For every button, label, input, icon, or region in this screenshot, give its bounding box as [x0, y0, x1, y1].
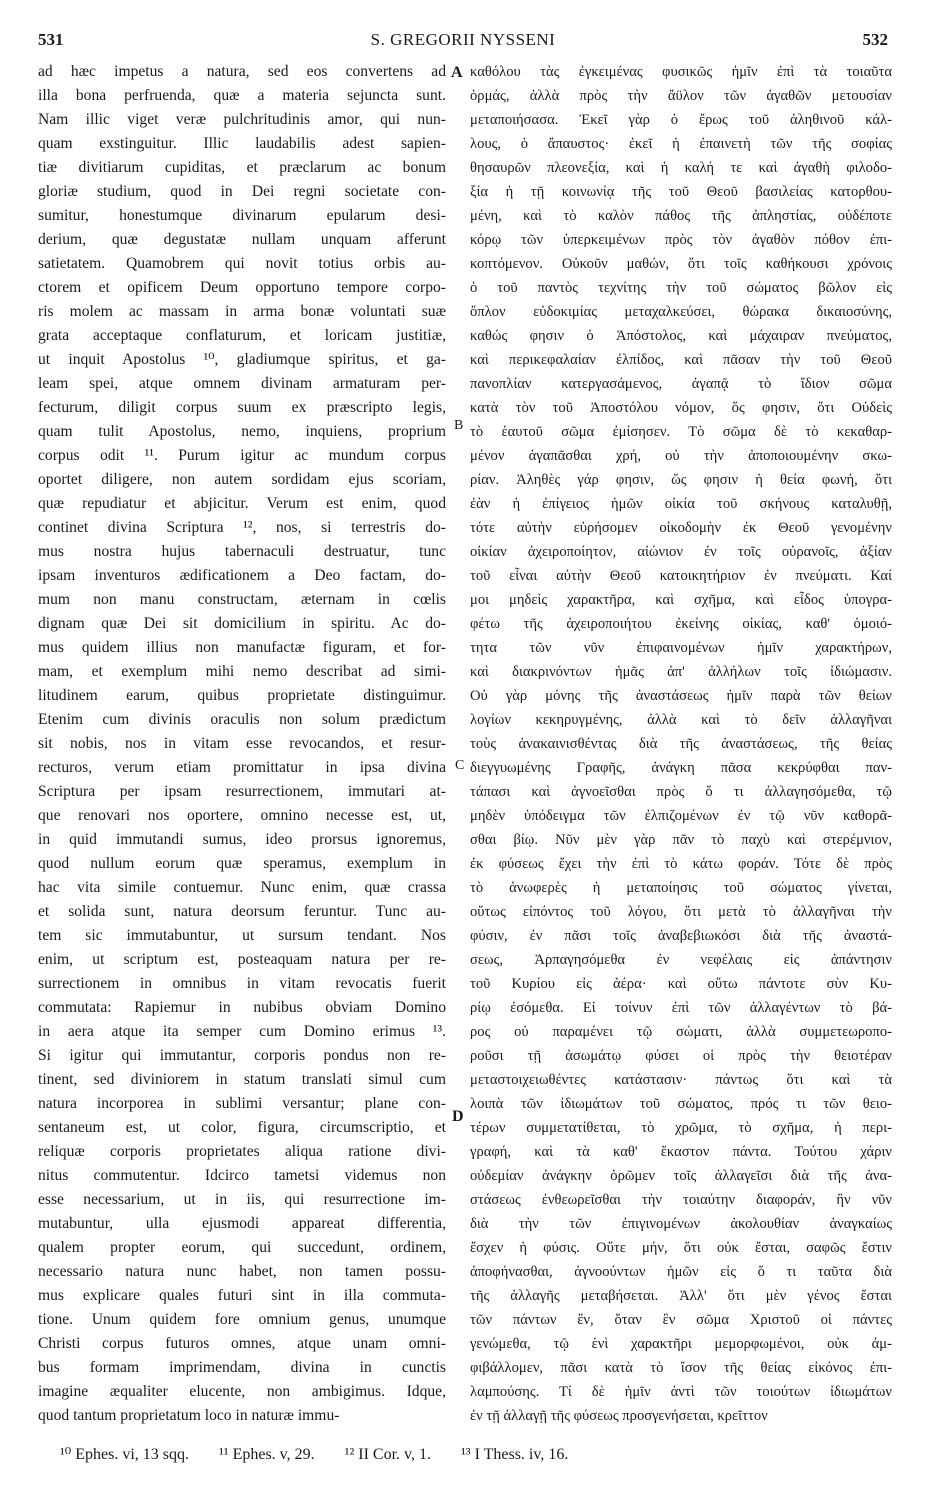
text-line: τὸ ἑαυτοῦ σῶμα ἐμίσησεν. Τὸ σῶμα δὲ τὸ κεκαθαρ-: [470, 424, 892, 440]
text-line: φιβάλλομεν, πᾶσι κατὰ τὸ ἴσον τῆς θείας εἰκόνος ἐπι-: [470, 1360, 892, 1376]
text-line: τότε αὐτὴν εὑρήσομεν οἰκοδομὴν ἐκ Θεοῦ γενομένην: [470, 520, 892, 536]
text-line: recturos, verum etiam promittatur in ipsa divina: [38, 759, 446, 776]
footnote: ¹² II Cor. v, 1.: [344, 1446, 431, 1463]
text-line: ρος οὐ παραμένει τῷ σώματι, ἀλλὰ συμμετεωροπο-: [470, 1024, 892, 1040]
text-line: τοὺς ἀνακαινισθέντας διὰ τῆς ἀναστάσεως, τῆς θείας: [470, 736, 892, 752]
text-line: mus explicare quales futuri sint in illa commuta-: [38, 1287, 446, 1304]
text-line: hac vita simile contuemur. Nunc enim, quæ crassa: [38, 879, 446, 896]
text-line: μεταστοιχειωθέντες κατάστασιν· πάντως ὅτι καὶ τὰ: [470, 1072, 892, 1088]
margin-mark-c: C: [455, 758, 465, 773]
text-line: ἐν τῇ ἀλλαγῇ τῆς φύσεως προσγενήσεται, κρεῖττον: [470, 1408, 768, 1424]
text-line: Nam illic viget veræ pulchritudinis amor, qui nun-: [38, 111, 446, 128]
text-line: ἀποφήνασθαι, ἀγνοούντων ἡμῶν εἰς ὅ τι ταῦτα διὰ: [470, 1264, 892, 1280]
text-line: dignam quæ Dei sit domicilium in spiritu. Ac do-: [38, 615, 446, 632]
text-line: Etenim cum divinis oraculis non solum prædictum: [38, 711, 446, 728]
text-line: τῆς ἀλλαγῆς μεταβήσεται. Ἀλλ' ὅτι μὲν γένος ἔσται: [470, 1288, 892, 1304]
text-line: τοῦ Κυρίου εἰς ἀέρα· καὶ οὕτω πάντοτε σὺν Κυ-: [470, 976, 892, 992]
text-line: οὕτως εἰπόντος τοῦ λόγου, ὅτι μετὰ τὸ ἀλλαγῆναι τὴν: [470, 904, 892, 920]
text-line: λοιπὰ τῶν ἰδιωμάτων τοῦ σώματος, πρός τι τῶν θειο-: [470, 1096, 892, 1112]
text-line: φύσιν, ἐν πᾶσι τοῖς ἀναβεβιωκόσι διὰ τῆς ἀναστά-: [470, 928, 892, 944]
text-line: in quid immutandi sumus, ideo prorsus ignoremus,: [38, 831, 446, 848]
text-line: grata acceptaque conflaturum, et loricam justitiæ,: [38, 327, 446, 344]
right-page-number: 532: [862, 30, 888, 49]
footnote: ¹³ I Thess. iv, 16.: [460, 1446, 569, 1463]
margin-mark-b: B: [454, 418, 464, 433]
text-line: gloriæ studium, quod in Dei regni societate con-: [38, 183, 446, 200]
text-line: reliquæ corporis proprietates aliqua ratione divi-: [38, 1143, 446, 1160]
left-page-number: 531: [38, 30, 64, 49]
text-line: tiæ divitiarum cupiditas, et præclarum ac bonum: [38, 159, 446, 176]
text-line: commutata: Rapiemur in nubibus obviam Domino: [38, 999, 446, 1016]
running-header: [38, 30, 888, 52]
text-line: διεγγυωμένης Γραφῆς, ἀνάγκη πᾶσα κεκρύφθαι παν-: [470, 760, 892, 776]
text-line: esse necessarium, ut in iis, qui resurrectione im-: [38, 1191, 446, 1208]
text-line: σθαι βίῳ. Νῦν μὲν γὰρ πᾶν τὸ παχὺ καὶ στερέμνιον,: [470, 832, 892, 848]
text-line: ὁρμάς, ἀλλὰ πρὸς τὴν ἄϋλον τῶν ἀγαθῶν μετουσίαν: [470, 88, 892, 104]
text-line: ut inquit Apostolus ¹⁰, gladiumque spiritus, et ga-: [38, 351, 446, 368]
text-line: πανοπλίαν κατεργασάμενος, ἀγαπᾷ τὸ ἴδιον σῶμα: [470, 376, 892, 392]
text-line: corpus odit ¹¹. Purum igitur ac mundum corpus: [38, 447, 446, 464]
text-line: sit nobis, nos in vitam esse revocandos, et resur-: [38, 735, 446, 752]
text-line: mus nostra hujus tabernaculi destruatur, tunc: [38, 543, 446, 560]
text-line: ξία ἡ τῇ κοινωνίᾳ τῆς τοῦ Θεοῦ βασιλείας κατορθου-: [470, 184, 892, 200]
text-line: oportet diligere, non autem sordidam ejus scoriam,: [38, 471, 446, 488]
text-line: λους, ὁ ἄπαυστος· ἐκεῖ ἡ ἐπαινετὴ τῶν τῆς σοφίας: [470, 136, 892, 152]
text-line: μεταποιήσασα. Ἐκεῖ γὰρ ὁ ἔρως τοῦ ἀληθινοῦ κάλ-: [470, 112, 892, 128]
text-line: γραφή, καὶ τὰ καθ' ἕκαστον πάντα. Τούτου χάριν: [470, 1144, 892, 1160]
text-line: μένη, καὶ τὸ καλὸν πάθος τῆς ἀπληστίας, οὐδέποτε: [470, 208, 892, 224]
text-line: mutabuntur, ulla ejusmodi appareat differentia,: [38, 1215, 446, 1232]
text-line: τοῦ εἶναι αὐτὴν Θεοῦ κατοικητήριον ἐν πνεύματι. Καί: [470, 568, 892, 584]
text-line: τέρων συμμετατίθεται, τὸ χρῶμα, τὸ σχῆμα, ἡ περι-: [470, 1120, 892, 1136]
text-line: σεως, Ἁρπαγησόμεθα ἐν νεφέλαις εἰς ἀπάντησιν: [470, 952, 892, 968]
text-line: mus quidem illius non manufactæ figuram, et for-: [38, 639, 446, 656]
text-line: τῶν πάντων ἕν, ὅταν ἓν σῶμα Χριστοῦ οἱ πάντες: [470, 1312, 892, 1328]
margin-mark-d: D: [452, 1108, 464, 1125]
text-line: τὸ ἀνωφερὲς ἡ μεταποίησις τοῦ σώματος γίνεται,: [470, 880, 892, 896]
text-line: nitus commutentur. Idcirco tametsi videmus non: [38, 1167, 446, 1184]
greek-column: [470, 60, 892, 1428]
text-line: in aera atque ita semper cum Domino erimus ¹³.: [38, 1023, 446, 1040]
text-line: quam tulit Apostolus, nemo, inquiens, proprium: [38, 423, 446, 440]
footnotes: [60, 1444, 880, 1464]
text-line: imagine æqualiter elucente, non ambigimus. Idque,: [38, 1383, 446, 1400]
text-line: derium, quæ degustatæ nullam unquam afferunt: [38, 231, 446, 248]
text-line: enim, ut scriptum est, posteaquam natura per re-: [38, 951, 446, 968]
text-line: sentaneum est, ut color, figura, circumscriptio, et: [38, 1119, 446, 1136]
text-line: ρίαν. Ἀληθὲς γάρ φησιν, ὥς φησιν ἡ θεία φωνή, ὅτι: [470, 472, 892, 488]
text-line: ρίῳ ἐσόμεθα. Εἰ τοίνυν ἐπὶ τῶν ἀλλαγέντων τὸ βά-: [470, 1000, 892, 1016]
text-line: fecturum, diligit corpus suum ex præscripto legis,: [38, 399, 446, 416]
text-line: bus formam imprimendam, divina in cunctis: [38, 1359, 446, 1376]
text-line: ἔσχεν ἡ φύσις. Οὔτε μήν, ὅτι οὐκ ἔσται, σαφῶς ἔστιν: [470, 1240, 892, 1256]
text-line: τητα τῶν νῦν ἐπιφαινομένων ἡμῖν χαρακτήρων,: [470, 640, 892, 656]
text-line: Scriptura per ipsam resurrectionem, immutari at-: [38, 783, 446, 800]
text-line: μηδὲν ὑπόδειγμα τῶν ἐλπιζομένων ἐν τῷ νῦν καθορᾶ-: [470, 808, 892, 824]
text-line: τάπασι καὶ ἀγνοεῖσθαι πρὸς ὅ τι ἀλλαγησόμεθα, τῷ: [470, 784, 892, 800]
footnote: ¹⁰ Ephes. vi, 13 sqq.: [60, 1446, 189, 1463]
text-line: καθόλου τὰς ἐγκειμένας φυσικῶς ἡμῖν ἐπὶ τὰ τοιαῦτα: [470, 64, 892, 80]
text-line: ροῦσι τῇ ἀσωμάτῳ φύσει οἱ πρὸς τὴν θειοτέραν: [470, 1048, 892, 1064]
text-line: ad hæc impetus a natura, sed eos convertens ad: [38, 63, 446, 80]
text-line: στάσεως ἐνθεωρεῖσθαι τὴν τοιαύτην διαφοράν, ἣν νῦν: [470, 1192, 892, 1208]
text-line: quod nullum eorum quæ speramus, exemplum in: [38, 855, 446, 872]
text-line: et solida sunt, natura deorsum feruntur. Tunc au-: [38, 903, 446, 920]
text-line: Οὐ γὰρ μόνης τῆς ἀναστάσεως ἡμῖν παρὰ τῶν θείων: [470, 688, 892, 704]
text-line: διὰ τὴν τῶν ἐπιγινομένων ἀκολουθίαν ἀναγκαίως: [470, 1216, 892, 1232]
text-line: καὶ περικεφαλαίαν ἐλπίδος, καὶ πᾶσαν τὴν τοῦ Θεοῦ: [470, 352, 892, 368]
text-line: quam exstinguitur. Illic laudabilis adest sapien-: [38, 135, 446, 152]
text-line: κατὰ τὸν τοῦ Ἀποστόλου νόμον, ὅς φησιν, ὅτι Οὐδεὶς: [470, 400, 892, 416]
text-line: tione. Unum quidem fore omnium genus, unumque: [38, 1311, 446, 1328]
text-line: natura incorporea in sublimi versantur; plane con-: [38, 1095, 446, 1112]
text-line: tem sic immutabuntur, ut sursum tendant. Nos: [38, 927, 446, 944]
text-line: continet divina Scriptura ¹², nos, si terrestris do-: [38, 519, 446, 536]
text-line: quod tantum proprietatum loco in naturæ immu-: [38, 1407, 340, 1424]
text-line: mam, et exemplum mihi nemo describat ad simi-: [38, 663, 446, 680]
text-line: ἐὰν ἡ ἐπίγειος ἡμῶν οἰκία τοῦ σκήνους καταλυθῇ,: [470, 496, 892, 512]
text-line: ctorem et opificem Deum opportuno tempore corpo-: [38, 279, 446, 296]
text-line: μοι μηδεὶς χαρακτῆρα, καὶ σχῆμα, καὶ εἶδος ὑπογρα-: [470, 592, 892, 608]
text-line: λαμπούσης. Τί δὲ ἡμῖν ἀντὶ τῶν τοιούτων ἰδιωμάτων: [470, 1384, 892, 1400]
text-line: γενώμεθα, τῷ ἑνὶ χαρακτῆρι μεμορφωμένοι, οὐκ ἀμ-: [470, 1336, 892, 1352]
text-line: ris molem ac massam in arma bonæ voluntati suæ: [38, 303, 446, 320]
text-line: que renovari nos oportere, omnino necesse est, ut,: [38, 807, 446, 824]
text-line: καθώς φησιν ὁ Ἀπόστολος, καὶ μάχαιραν πνεύματος,: [470, 328, 892, 344]
text-line: Si igitur qui immutantur, corporis pondus non re-: [38, 1047, 446, 1064]
text-line: κοπτόμενον. Οὐκοῦν μαθών, ὅτι τοῖς καθήκουσι χρόνοις: [470, 256, 892, 272]
text-line: quæ repudiatur et abjicitur. Verum est enim, quod: [38, 495, 446, 512]
text-line: satietatem. Quamobrem qui novit totius orbis au-: [38, 255, 446, 272]
text-line: μένον ἀγαπᾶσθαι χρή, οὐ τὴν ἀποποιουμένην σκω-: [470, 448, 892, 464]
text-line: leam spei, atque omnem divinam armaturam per-: [38, 375, 446, 392]
text-line: οὐδεμίαν ἀνάγκην ὁρῶμεν τοῖς ἀλλαγεῖσι διὰ τῆς ἀνα-: [470, 1168, 892, 1184]
text-line: illa bona perfruenda, quæ a materia sejuncta sunt.: [38, 87, 446, 104]
text-line: θησαυρῶν πλεονεξία, καὶ ἡ καλή τε καὶ ἀγαθὴ φιλοδο-: [470, 160, 892, 176]
text-line: ὅπλον εὐδοκιμίας μεταχαλκεύσει, θώρακα δικαιοσύνης,: [470, 304, 892, 320]
text-line: surrectionem in omnibus in vitam revocatis fuerit: [38, 975, 446, 992]
text-line: κόρῳ τῶν ὑπερκειμένων πρὸς τὸν ἀγαθὸν πόθον ἐπι-: [470, 232, 892, 248]
margin-mark-a: A: [451, 64, 463, 81]
latin-column: [38, 60, 446, 1428]
running-title: S. GREGORII NYSSENI: [370, 30, 556, 49]
text-line: ὁ τοῦ παντὸς τεχνίτης τὴν τοῦ σώματος βῶλον εἰς: [470, 280, 892, 296]
text-line: φέτω τῆς ἀχειροποιήτου ἐκείνης οἰκίας, καθ' ὁμοιό-: [470, 616, 892, 632]
text-line: qualem propter eorum, qui succedunt, ordinem,: [38, 1239, 446, 1256]
text-line: necessario natura nunc habet, non tamen possu-: [38, 1263, 446, 1280]
text-line: litudinem earum, quibus proprietate distinguimur.: [38, 687, 446, 704]
text-line: λογίων κεκηρυγμένης, ἀλλὰ καὶ τὸ δεῖν ἀλλαγῆναι: [470, 712, 892, 728]
text-line: ἐκ φύσεως ἔχει τὴν ἐπὶ τὸ κάτω φοράν. Τότε δὲ πρὸς: [470, 856, 892, 872]
text-line: sumitur, honestumque divinarum epularum desi-: [38, 207, 446, 224]
text-line: mum non manu constructam, æternam in cœlis: [38, 591, 446, 608]
text-line: ipsam inventuros ædificationem a Deo factam, do-: [38, 567, 446, 584]
text-line: καὶ διακρινόντων ἡμᾶς ἀπ' ἀλλήλων τοῖς ἰδιώμασιν.: [470, 664, 892, 680]
text-line: Christi corpus futuros omnes, atque unam omni-: [38, 1335, 446, 1352]
text-line: tinent, sed diviniorem in statum translati simul cum: [38, 1071, 446, 1088]
footnote: ¹¹ Ephes. v, 29.: [218, 1446, 315, 1463]
text-line: οἰκίαν ἀχειροποίητον, αἰώνιον ἐν τοῖς οὐρανοῖς, ἀξίαν: [470, 544, 892, 560]
